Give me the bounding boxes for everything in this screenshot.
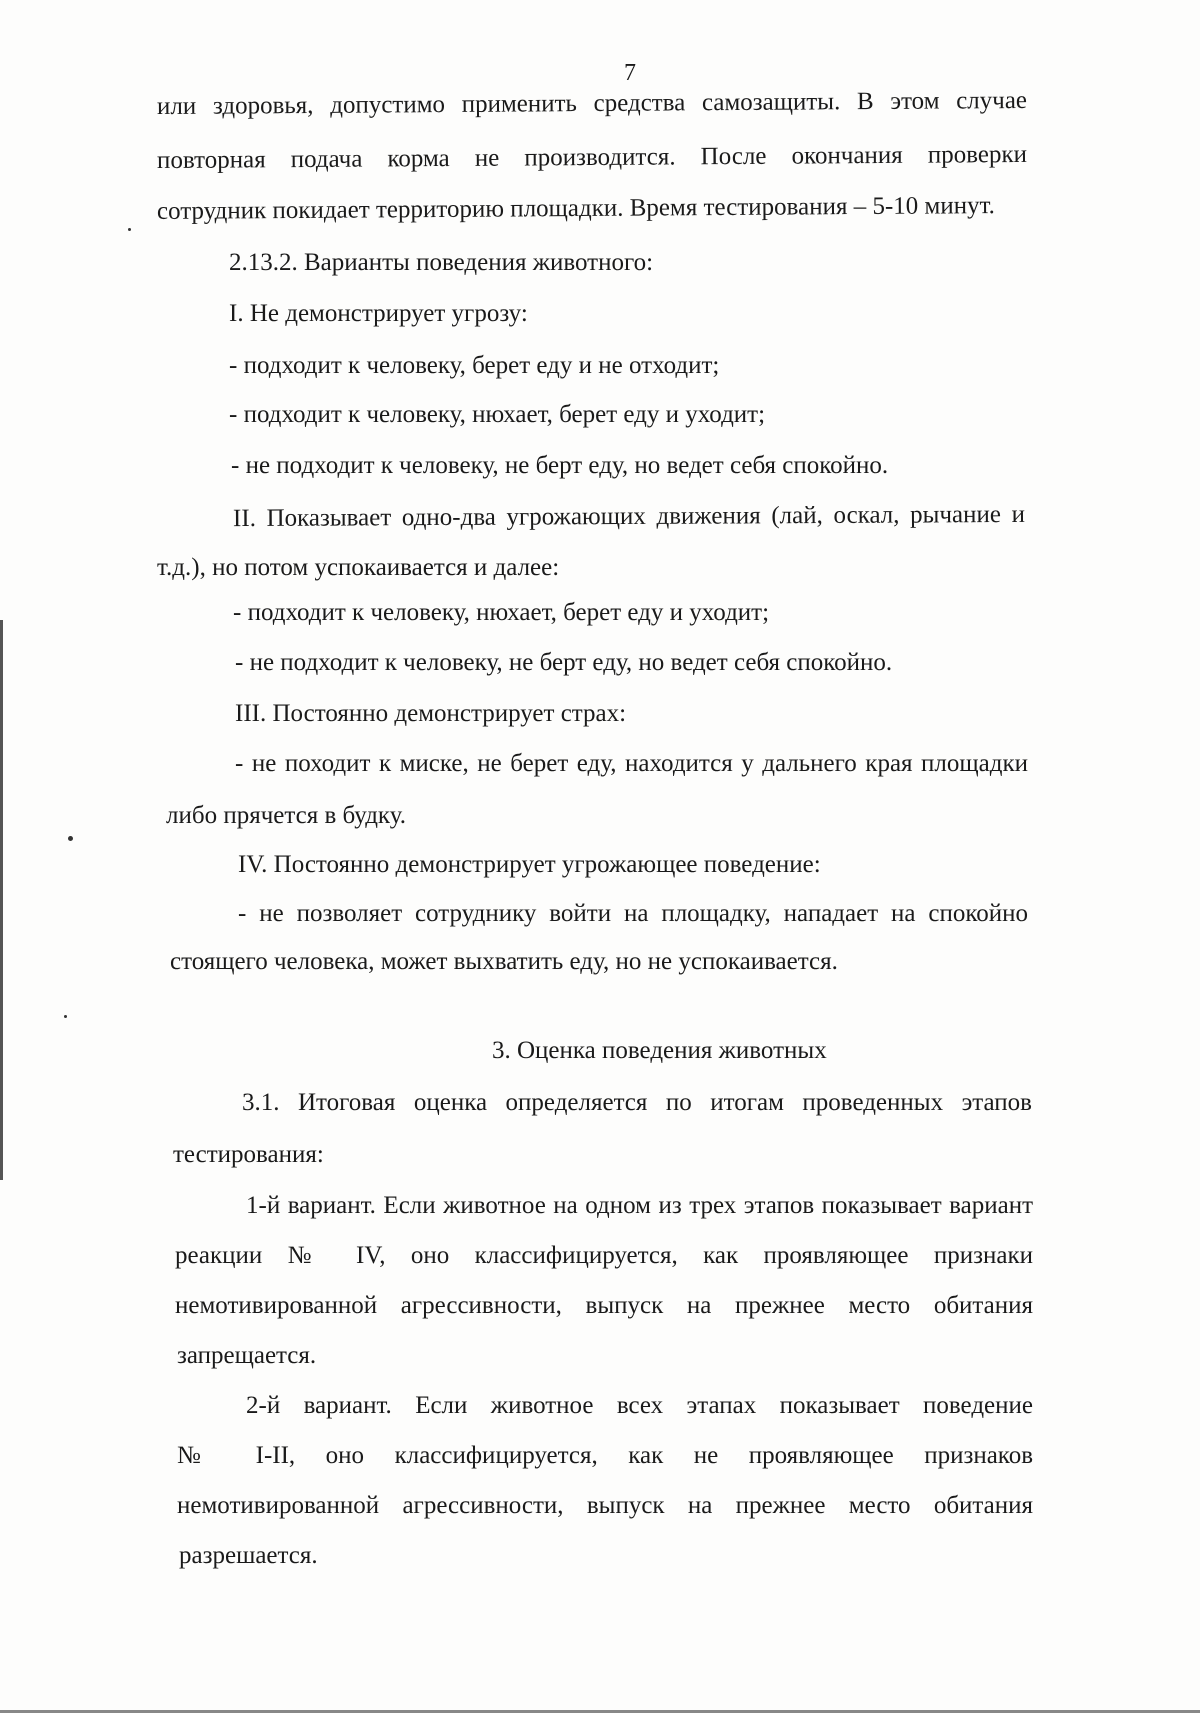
paragraph-line: тестирования: xyxy=(173,1141,324,1168)
list-item: - не подходит к человеку, не берт еду, но ведет себя спокойно. xyxy=(235,649,893,676)
paragraph-line: немотивированной агрессивности, выпуск на прежнее место обитания xyxy=(175,1292,1033,1319)
paragraph-line: № I-II, оно классифицируется, как не проявляющее признаков xyxy=(177,1442,1033,1469)
paragraph-line: запрещается. xyxy=(177,1342,317,1369)
list-item: - подходит к человеку, нюхает, берет еду и уходит; xyxy=(233,599,770,626)
paragraph-line: или здоровья, допустимо применить средства самозащиты. В этом случае xyxy=(156,86,1028,121)
paragraph-line: сотрудник покидает территорию площадки. Время тестирования – 5-10 минут. xyxy=(156,192,995,225)
list-heading: I. Не демонстрирует угрозу: xyxy=(229,300,528,327)
paragraph-line: 1-й вариант. Если животное на одном из трех этапов показывает вариант xyxy=(246,1192,1033,1219)
scan-speck xyxy=(68,836,73,841)
paragraph-line: немотивированной агрессивности, выпуск на прежнее место обитания xyxy=(177,1492,1033,1519)
list-item: - не подходит к человеку, не берт еду, но ведет себя спокойно. xyxy=(231,452,889,479)
paragraph-line: разрешается. xyxy=(179,1542,318,1569)
list-heading: III. Постоянно демонстрирует страх: xyxy=(235,700,627,727)
list-item: - подходит к человеку, нюхает, берет еду и уходит; xyxy=(229,401,766,428)
section-heading: 3. Оценка поведения животных xyxy=(492,1037,827,1064)
paragraph-line: реакции № IV, оно классифицируется, как проявляющее признаки xyxy=(175,1242,1033,1269)
list-heading: II. Показывает одно-два угрожающих движения (лай, оскал, рычание и xyxy=(232,500,1026,533)
list-item: - не походит к миске, не берет еду, находится у дальнего края площадки xyxy=(235,750,1028,777)
list-item-continuation: либо прячется в будку. xyxy=(166,802,406,829)
list-heading: IV. Постоянно демонстрирует угрожающее поведение: xyxy=(238,851,821,878)
list-item: - подходит к человеку, берет еду и не отходит; xyxy=(229,352,720,379)
scan-speck xyxy=(128,228,131,231)
list-item-continuation: стоящего человека, может выхватить еду, но не успокаивается. xyxy=(170,948,838,975)
paragraph-line: 2-й вариант. Если животное всех этапах показывает поведение xyxy=(246,1392,1033,1419)
section-subheading: 2.13.2. Варианты поведения животного: xyxy=(229,249,654,276)
paragraph-line: 3.1. Итоговая оценка определяется по итогам проведенных этапов xyxy=(242,1089,1032,1116)
paragraph-line: повторная подача корма не производится. После окончания проверки xyxy=(156,140,1028,175)
list-item: - не позволяет сотруднику войти на площадку, нападает на спокойно xyxy=(238,900,1028,927)
list-heading-continuation: т.д.), но потом успокаивается и далее: xyxy=(157,554,560,581)
page-number: 7 xyxy=(624,60,636,86)
scan-edge-mark xyxy=(0,620,3,1180)
scan-speck xyxy=(64,1015,67,1018)
